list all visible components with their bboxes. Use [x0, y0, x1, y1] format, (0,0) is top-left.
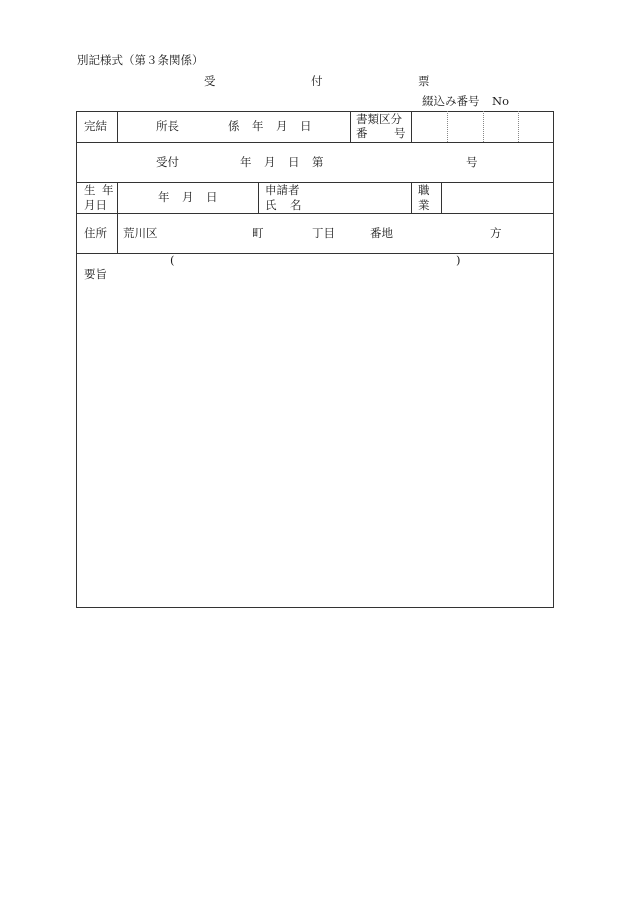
birth-label-nen: 年 [102, 183, 114, 197]
form-reference: 別記様式（第３条関係） [77, 53, 204, 67]
staff-label: 係 [228, 119, 240, 133]
cell-divider [258, 182, 259, 213]
chome-label: 丁目 [312, 226, 335, 240]
binding-number-label: 綴込み番号 [422, 94, 480, 108]
applicant-label: 申請者 [265, 183, 300, 197]
cell-divider [411, 182, 412, 213]
cell-divider [117, 111, 118, 142]
received-year-label: 年 [240, 155, 252, 169]
paren-close: ) [456, 253, 461, 267]
cell-divider [350, 111, 351, 142]
birth-month-label: 月 [182, 190, 194, 204]
birth-label-sei: 生 [84, 183, 96, 197]
title-char-1: 受 [204, 74, 216, 88]
received-dai-label: 第 [312, 155, 324, 169]
dotted-divider [483, 111, 484, 142]
received-go-label: 号 [466, 155, 478, 169]
receipt-form-table [76, 111, 554, 608]
title-char-2: 付 [311, 74, 323, 88]
cell-divider [117, 182, 118, 213]
received-month-label: 月 [264, 155, 276, 169]
row-divider [76, 253, 554, 254]
birth-label-gappi: 月日 [84, 198, 107, 212]
number-label-go: 号 [394, 126, 406, 140]
row-divider [76, 182, 554, 183]
ward-label: 荒川区 [123, 226, 158, 240]
birth-year-label: 年 [158, 190, 170, 204]
number-label-ban: 番 [356, 126, 368, 140]
occupation-label-shoku: 職 [418, 183, 430, 197]
received-label: 受付 [156, 155, 179, 169]
banchi-label: 番地 [370, 226, 393, 240]
dotted-divider [447, 111, 448, 142]
kata-label: 方 [490, 226, 502, 240]
occupation-label-gyo: 業 [418, 198, 430, 212]
name-label-shi: 氏 [265, 198, 277, 212]
date-year-label: 年 [252, 119, 264, 133]
chief-label: 所長 [156, 119, 179, 133]
binding-number-no: No [492, 94, 509, 108]
paren-open: ( [170, 253, 175, 267]
row-divider [76, 213, 554, 214]
name-label-mei: 名 [290, 198, 302, 212]
date-month-label: 月 [276, 119, 288, 133]
address-label: 住所 [84, 226, 107, 240]
cell-divider [441, 182, 442, 213]
completion-label: 完結 [84, 119, 107, 133]
title-char-3: 票 [418, 74, 430, 88]
doc-class-label: 書類区分 [356, 112, 402, 126]
row-divider [76, 142, 554, 143]
dotted-divider [518, 111, 519, 142]
summary-label: 要旨 [84, 267, 107, 281]
date-day-label: 日 [300, 119, 312, 133]
cell-divider [117, 213, 118, 253]
town-label: 町 [252, 226, 264, 240]
birth-day-label: 日 [206, 190, 218, 204]
received-day-label: 日 [288, 155, 300, 169]
cell-divider [411, 111, 412, 142]
